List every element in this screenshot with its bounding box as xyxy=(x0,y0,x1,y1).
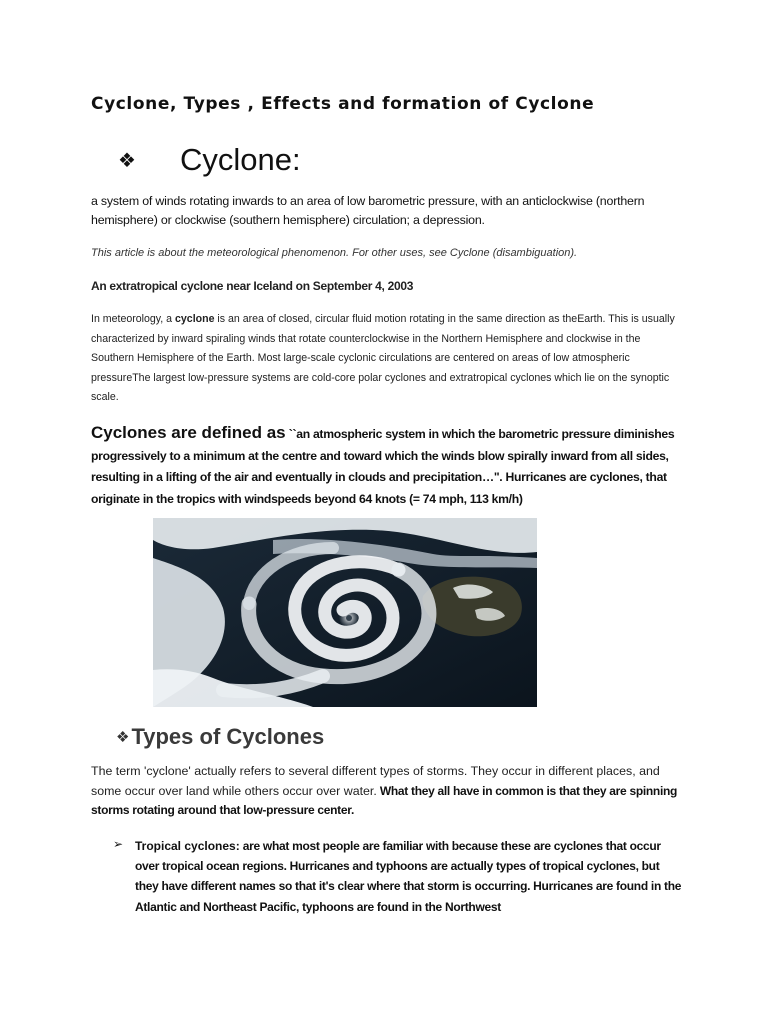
heading-types-text: Types of Cyclones xyxy=(131,724,325,749)
meteorology-intro: In meteorology, a xyxy=(91,313,176,325)
image-caption: An extratropical cyclone near Iceland on September 4, 2003 xyxy=(91,279,414,293)
heading-types xyxy=(116,724,324,750)
types-bold: What they all have in common is that they are spinning storms rotating around that low-pressure center. xyxy=(91,783,678,817)
cyclone-satellite-svg xyxy=(153,518,537,707)
defined-lead: Cyclones are defined as xyxy=(91,423,286,442)
document-title: Cyclone, Types , Effects and formation of Cyclone xyxy=(91,94,595,114)
types-normal: The term 'cyclone' actually refers to several different types of storms. They occur in different places, and some occur over land while others occur over water. xyxy=(91,764,660,798)
meteorology-rest: is an area of closed, circular fluid motion rotating in the same direction as theEarth. This is usually characterized by inward spiraling winds that rotate counterclockwise in the Northern Hemisphere and clockwise in the Southern Hemisphere of the Earth. Most large-scale cyclonic circulations are centered on areas of low atmospheric pressureThe largest low-pressure systems are cold-core polar cyclones and extratropical cyclones which lie on the synoptic scale. xyxy=(91,313,675,404)
defined-paragraph xyxy=(91,422,691,510)
diamond-bullet-icon: ❖ xyxy=(116,729,130,746)
heading-cyclone-text: Cyclone: xyxy=(180,142,301,177)
list-item-label: Tropical cyclones: xyxy=(135,839,240,853)
meteorology-bold-term: cyclone xyxy=(175,313,215,325)
defined-rest: ``an atmospheric system in which the barometric pressure diminishes progressively to a minimum at the centre and toward which the winds blow spirally inward from all sides, resulting in a lifting of the air and eventually in clouds and precipitation…". Hurricanes are cyclones, that originate in the tropics with windspeeds beyond 64 knots (= 74 mph, 113 km/h) xyxy=(91,427,675,506)
list-item-body: are what most people are familiar with because these are cyclones that occur over tropical ocean regions. Hurricanes and typhoons are actually types of tropical cyclones, but they have different names so that it's clear where that storm is occurring. Hurricanes are found in the Atlantic and Northeast Pacific, typhoons are found in the Northwest xyxy=(135,839,682,914)
diamond-bullet-icon: ❖ xyxy=(118,149,136,172)
cyclone-satellite-image xyxy=(153,518,537,707)
types-paragraph xyxy=(91,762,691,821)
heading-cyclone xyxy=(118,138,301,182)
list-item-text xyxy=(135,836,685,917)
arrow-bullet-icon: ➢ xyxy=(113,837,124,851)
definition-paragraph: a system of winds rotating inwards to an area of low barometric pressure, with an anticlockwise (northern hemisphere) or clockwise (southern hemisphere) circulation; a depression. xyxy=(91,194,645,227)
meteorology-paragraph xyxy=(91,310,681,408)
list-item-tropical-cyclones xyxy=(113,836,693,917)
disambiguation-note: This article is about the meteorological phenomenon. For other uses, see Cyclone (disambiguation). xyxy=(91,247,578,259)
